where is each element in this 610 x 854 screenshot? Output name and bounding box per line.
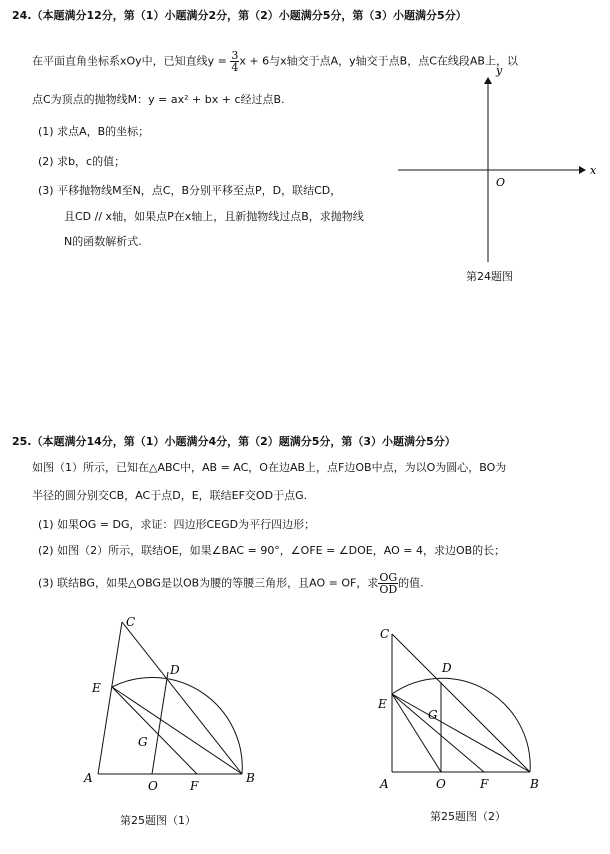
q25-part1: (1) 如果OG = DG，求证：四边形CEGD为平行四边形； bbox=[38, 518, 316, 531]
q25-part3 bbox=[38, 572, 424, 595]
fig2-label-e: E bbox=[378, 697, 387, 711]
fig2-label-c: C bbox=[380, 627, 390, 641]
q24-stem-b: x + 6与x轴交于点A，y轴交于点B，点C在线段AB上，以 bbox=[239, 54, 518, 68]
q25-stem-b: 半径的圆分别交CB，AC于点D，E，联结EF交OD于点G. bbox=[32, 489, 308, 502]
fig2-segment-eb bbox=[392, 694, 530, 772]
q24-figure bbox=[390, 62, 605, 287]
q24-frac-den: 4 bbox=[231, 61, 239, 74]
fig2-arc bbox=[392, 678, 530, 772]
q25-part3b: 的值. bbox=[398, 576, 424, 590]
q24-heading: 24.（本题满分12分，第（1）小题满分2分，第（2）小题满分5分，第（3）小题满分5分） bbox=[12, 9, 467, 22]
fig2-label-a: A bbox=[380, 777, 389, 791]
fig1-label-e: E bbox=[92, 681, 101, 695]
fig1-label-f: F bbox=[190, 779, 199, 793]
q25-stem-a: 如图（1）所示，已知在△ABC中，AB = AC，O在边AB上，点F边OB中点，为以O为圆心，BO为 bbox=[32, 461, 507, 474]
q25-fig2-caption: 第25题图（2） bbox=[430, 810, 506, 823]
q25-fraction bbox=[378, 572, 398, 595]
fig1-label-o: O bbox=[148, 779, 158, 793]
q25-fig1-caption: 第25题图（1） bbox=[120, 814, 196, 827]
q24-x-label: x bbox=[590, 164, 597, 177]
fig2-segment-ef bbox=[392, 694, 484, 772]
fig1-segment-ac bbox=[98, 622, 122, 774]
fig1-label-c: C bbox=[126, 615, 136, 629]
q25-frac-num: OG bbox=[379, 571, 398, 584]
q24-part2: (2) 求b，c的值； bbox=[38, 155, 126, 168]
q24-fig-caption: 第24题图 bbox=[466, 270, 513, 283]
fig1-label-b: B bbox=[246, 771, 255, 785]
fig2-label-d: D bbox=[442, 661, 452, 675]
q24-origin-label: O bbox=[496, 176, 506, 189]
fig2-label-o: O bbox=[436, 777, 446, 791]
fig1-label-g: G bbox=[138, 735, 148, 749]
fig1-segment-cb bbox=[122, 622, 242, 774]
q25-figure-1 bbox=[80, 612, 270, 802]
fig2-label-f: F bbox=[480, 777, 489, 791]
q24-y-label: y bbox=[496, 64, 503, 77]
fig2-label-g: G bbox=[428, 708, 438, 722]
q25-heading: 25.（本题满分14分，第（1）小题满分4分，第（2）题满分5分，第（3）小题满分5分） bbox=[12, 435, 456, 448]
fig2-label-b: B bbox=[530, 777, 539, 791]
fig1-label-d: D bbox=[170, 663, 180, 677]
q24-stem-c: 点C为顶点的抛物线M：y = ax² + bx + c经过点B. bbox=[32, 93, 285, 106]
q24-part3b: 且CD // x轴，如果点P在x轴上，且新抛物线过点B，求抛物线 bbox=[64, 210, 364, 223]
fig1-segment-eb bbox=[112, 687, 242, 774]
q25-part3a: (3) 联结BG，如果△OBG是以OB为腰的等腰三角形，且AO = OF，求 bbox=[38, 576, 379, 590]
fig2-segment-cb bbox=[392, 634, 530, 772]
fig1-label-a: A bbox=[84, 771, 93, 785]
q24-part3a: (3) 平移抛物线M至N，点C，B分别平移至点P，D，联结CD， bbox=[38, 184, 342, 197]
q24-part1: (1) 求点A，B的坐标； bbox=[38, 125, 150, 138]
q25-frac-den: OD bbox=[379, 583, 398, 596]
q25-part2: (2) 如图（2）所示，联结OE，如果∠BAC = 90°，∠OFE = ∠DOE，AO = 4，求边OB的长； bbox=[38, 544, 506, 557]
q24-stem-a: 在平面直角坐标系xOy中，已知直线y = bbox=[32, 54, 231, 68]
fig2-segment-eo bbox=[392, 694, 441, 772]
q24-frac-num: 3 bbox=[231, 49, 239, 62]
q25-figure-2 bbox=[372, 622, 552, 802]
q24-part3c: N的函数解析式. bbox=[64, 235, 142, 248]
